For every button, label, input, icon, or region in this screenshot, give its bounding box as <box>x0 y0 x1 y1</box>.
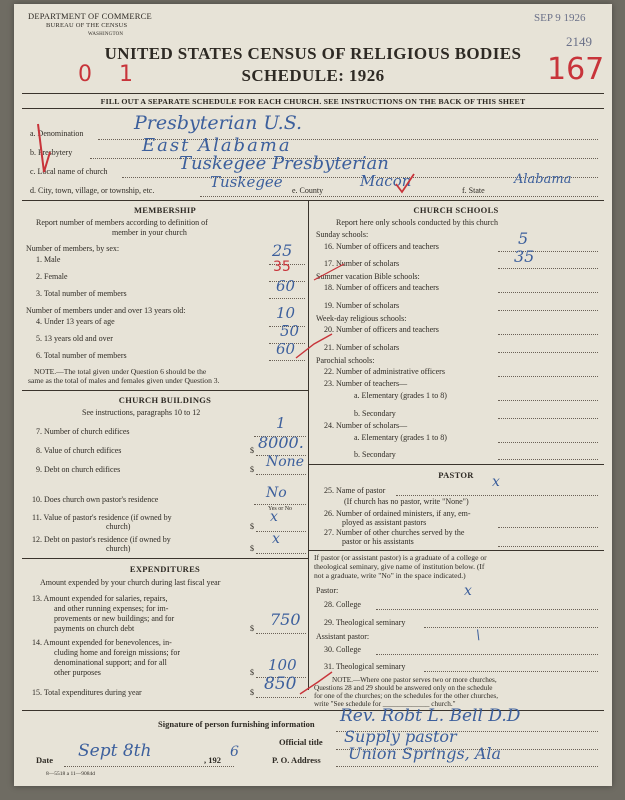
denomination-value[interactable]: Presbyterian U.S. <box>134 112 303 134</box>
q8-value[interactable]: 8000. <box>258 433 304 452</box>
q25-label: 25. Name of pastor <box>324 486 386 495</box>
q12-dollar: $ <box>250 544 254 553</box>
q3-label: 3. Total number of members <box>36 289 127 298</box>
sunday-schools-label: Sunday schools: <box>316 230 369 239</box>
graduate-instruction-3: not a graduate, write "No" in the space indicated.) <box>314 571 466 580</box>
signature-value[interactable]: Rev. Robt L. Bell D.D <box>340 706 521 726</box>
city-value[interactable]: Tuskegee <box>210 173 283 191</box>
summer-schools-label: Summer vacation Bible schools: <box>316 272 420 281</box>
schedule-title: SCHEDULE: 1926 <box>241 66 385 85</box>
red-mark-denomination <box>38 124 50 172</box>
q3-value[interactable]: 60 <box>276 277 296 295</box>
q9-value[interactable]: None <box>266 454 304 470</box>
membership-desc-2: member in your church <box>112 228 187 237</box>
instruction-line: FILL OUT A SEPARATE SCHEDULE FOR EACH CHURCH. SEE INSTRUCTIONS ON THE BACK OF THIS SHEET <box>100 97 526 106</box>
county-value[interactable]: Macon <box>360 172 412 190</box>
q19-label: 19. Number of scholars <box>324 301 400 310</box>
q8-dollar: $ <box>250 446 254 455</box>
date-label: Date <box>36 755 53 765</box>
q12-label-1: 12. Debt on pastor's residence (if owned by <box>32 535 171 544</box>
q30-label: 30. College <box>324 645 361 654</box>
q27-label-2: pastor or his assistants <box>342 537 414 546</box>
census-schedule-sheet <box>14 4 612 786</box>
q25-note: (If church has no pastor, write "None") <box>344 497 469 506</box>
local-name-label: c. Local name of church <box>30 167 108 176</box>
q23a-label: a. Elementary (grades 1 to 8) <box>354 391 447 400</box>
q9-label: 9. Debt on church edifices <box>36 465 121 474</box>
red-mark-q3 <box>314 264 344 280</box>
state-value[interactable]: Alabama <box>514 172 572 187</box>
q24b-label: b. Secondary <box>354 450 396 459</box>
q9-dollar: $ <box>250 465 254 474</box>
graduate-instruction-1: If pastor (or assistant pastor) is a graduate of a college or <box>314 553 487 562</box>
po-address-value[interactable]: Union Springs, Ala <box>348 744 502 763</box>
schools-heading: CHURCH SCHOOLS <box>413 205 499 215</box>
denomination-label: a. Denomination <box>30 129 84 138</box>
q10-label: 10. Does church own pastor's residence <box>32 495 159 504</box>
date-value[interactable]: Sept 8th <box>78 741 152 761</box>
year-prefix: , 192 <box>204 755 221 765</box>
red-check-marks <box>14 4 612 786</box>
q16-label: 16. Number of officers and teachers <box>324 242 439 251</box>
membership-note-2: same as the total of males and females given under Question 3. <box>28 376 220 385</box>
q22-label: 22. Number of administrative officers <box>324 367 445 376</box>
q18-label: 18. Number of officers and teachers <box>324 283 439 292</box>
q17-label: 17. Number of scholars <box>324 259 400 268</box>
q4-label: 4. Under 13 years of age <box>36 317 115 326</box>
q1-label: 1. Male <box>36 255 61 264</box>
q14-value[interactable]: 100 <box>268 656 297 674</box>
q5-value[interactable]: 50 <box>280 322 300 340</box>
weekday-schools-label: Week-day religious schools: <box>316 314 407 323</box>
q15-value[interactable]: 850 <box>264 674 297 694</box>
q12-value[interactable]: x <box>272 531 280 547</box>
year-digit[interactable]: 6 <box>230 744 239 760</box>
q14-label-3: denominational support; and for all <box>54 658 167 667</box>
form-title: UNITED STATES CENSUS OF RELIGIOUS BODIES <box>104 44 522 63</box>
q6-value[interactable]: 60 <box>276 340 296 358</box>
q25-value[interactable]: x <box>492 474 500 490</box>
state-label: f. State <box>462 186 485 195</box>
q29-label: 29. Theological seminary <box>324 618 406 627</box>
q28-value[interactable]: x <box>464 583 472 599</box>
bureau-name: BUREAU OF THE CENSUS <box>46 22 128 29</box>
q15-label: 15. Total expenditures during year <box>32 688 142 697</box>
q11-label-1: 11. Value of pastor's residence (if owned by <box>32 513 172 522</box>
age-intro-label: Number of members under and over 13 years old: <box>26 306 186 315</box>
q5-label: 5. 13 years old and over <box>36 334 113 343</box>
q8-label: 8. Value of church edifices <box>36 446 122 455</box>
q14-dollar: $ <box>250 668 254 677</box>
q12-label-2: church) <box>106 544 131 553</box>
po-address-label: P. O. Address <box>272 755 321 765</box>
q14-label-4: other purposes <box>54 668 101 677</box>
buildings-instructions: See instructions, paragraphs 10 to 12 <box>82 408 201 417</box>
q11-value[interactable]: x <box>270 509 278 525</box>
q13-value[interactable]: 750 <box>270 610 301 629</box>
q13-label-2: and other running expenses; for im- <box>54 604 169 613</box>
q24-label: 24. Number of scholars— <box>324 421 408 430</box>
q20-label: 20. Number of officers and teachers <box>324 325 439 334</box>
q24a-label: a. Elementary (grades 1 to 8) <box>354 433 447 442</box>
q26-label-1: 26. Number of ordained ministers, if any, em- <box>324 509 471 518</box>
red-code-right: 167 <box>547 52 605 87</box>
red-mark-county <box>396 174 414 192</box>
q17-value[interactable]: 35 <box>514 247 535 266</box>
q26-label-2: ployed as assistant pastors <box>342 518 427 527</box>
expenditures-heading: EXPENDITURES <box>129 564 201 574</box>
q15-dollar: $ <box>250 688 254 697</box>
q13-label-4: payments on church debt <box>54 624 135 633</box>
q23-label: 23. Number of teachers— <box>324 379 408 388</box>
q21-label: 21. Number of scholars <box>324 343 400 352</box>
assistant-pastor-subheading: Assistant pastor: <box>316 632 370 641</box>
q31-label: 31. Theological seminary <box>324 662 406 671</box>
graduate-instruction-2: theological seminary, give name of institution below. (If <box>314 562 485 571</box>
department-name: DEPARTMENT OF COMMERCE <box>28 11 152 21</box>
q2-value[interactable]: 35 <box>273 259 291 275</box>
red-mark-q6 <box>296 334 332 358</box>
q13-dollar: $ <box>250 624 254 633</box>
members-by-sex-label: Number of members, by sex: <box>26 244 120 253</box>
pastor-note-4: write "See schedule for _____________ church." <box>314 700 456 708</box>
q13-label-1: 13. Amount expended for salaries, repairs, <box>32 594 168 603</box>
buildings-heading: CHURCH BUILDINGS <box>118 395 212 405</box>
q13-label-3: provements or new buildings; and for <box>54 614 175 623</box>
pastor-note-1: NOTE.—Where one pastor serves two or more churches, <box>332 676 497 684</box>
red-mark-q15 <box>300 672 332 694</box>
presbytery-value[interactable]: East Alabama <box>142 135 292 156</box>
signature-label: Signature of person furnishing information <box>158 719 315 729</box>
local-name-value[interactable]: Tuskegee Presbyterian <box>179 153 389 174</box>
q11-label-2: church) <box>106 522 131 531</box>
q23b-label: b. Secondary <box>354 409 396 418</box>
parochial-schools-label: Parochial schools: <box>316 356 375 365</box>
red-code-left: 0 1 <box>78 62 143 87</box>
q6-label: 6. Total number of members <box>36 351 127 360</box>
q11-dollar: $ <box>250 522 254 531</box>
received-date-stamp: SEP 9 1926 <box>534 12 586 24</box>
pastor-note-3: for one of the churches; on the schedules for the other churches, <box>314 692 499 700</box>
form-number: 8—5518 a 11—9084d <box>46 771 95 777</box>
q27-label-1: 27. Number of other churches served by the <box>324 528 465 537</box>
q28-label: 28. College <box>324 600 361 609</box>
q7-label: 7. Number of church edifices <box>36 427 130 436</box>
bureau-city: WASHINGTON <box>88 32 124 37</box>
q14-label-1: 14. Amount expended for benevolences, in- <box>32 638 172 647</box>
q10-value[interactable]: No <box>266 485 287 501</box>
q7-value[interactable]: 1 <box>276 414 286 432</box>
q1-value[interactable]: 25 <box>272 241 293 260</box>
serial-number-stamp: 2149 <box>566 34 592 49</box>
schools-desc: Report here only schools conducted by this church <box>336 218 498 227</box>
presbytery-label: b. Presbytery <box>30 148 73 157</box>
q14-label-2: cluding home and foreign missions; for <box>54 648 180 657</box>
expenditures-desc: Amount expended by your church during last fiscal year <box>40 578 221 587</box>
q16-value[interactable]: 5 <box>518 229 529 248</box>
official-title-value[interactable]: Supply pastor <box>344 727 457 746</box>
pastor-subheading: Pastor: <box>316 586 339 595</box>
yes-no-hint: Yes or No <box>268 506 293 512</box>
membership-heading: MEMBERSHIP <box>133 205 197 215</box>
q2-label: 2. Female <box>36 272 68 281</box>
city-label: d. City, town, village, or township, etc. <box>30 186 155 195</box>
pastor-heading: PASTOR <box>438 470 474 480</box>
pastor-note-2: Questions 28 and 29 should be answered only on the schedule <box>314 684 493 692</box>
q4-value[interactable]: 10 <box>276 304 296 322</box>
membership-note-1: NOTE.—The total given under Question 6 should be the <box>34 367 207 376</box>
q30-value[interactable]: \ <box>476 628 481 643</box>
county-label: e. County <box>292 186 324 195</box>
official-title-label: Official title <box>279 737 323 747</box>
membership-desc-1: Report number of members according to definition of <box>36 218 208 227</box>
